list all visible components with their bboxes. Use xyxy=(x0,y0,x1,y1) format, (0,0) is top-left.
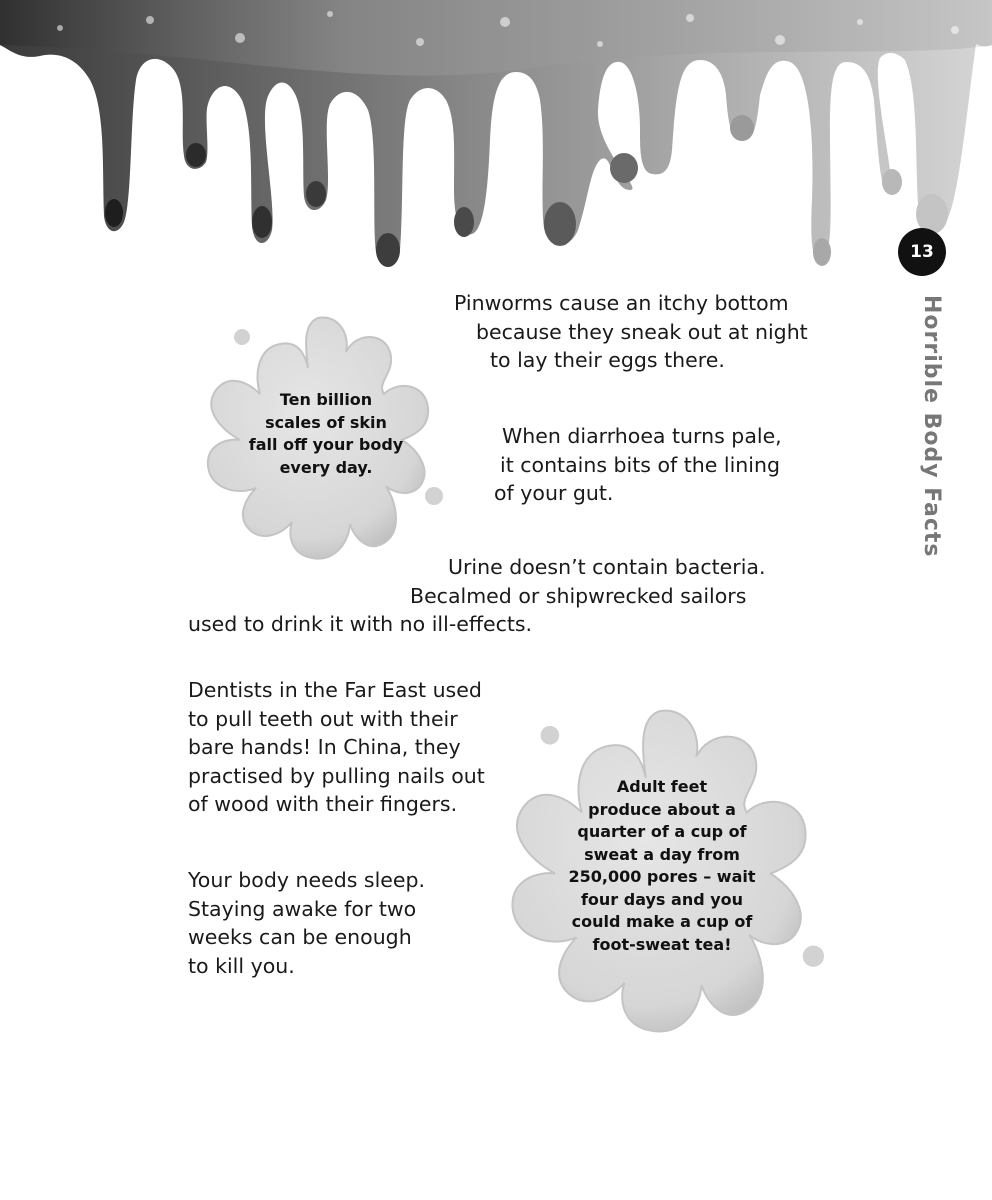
text-line: four days and you xyxy=(580,889,744,909)
fact-pinworms xyxy=(454,289,808,375)
text-line: of wood with their fingers. xyxy=(188,792,458,817)
text-line: of your gut. xyxy=(494,481,614,506)
fact-dentists xyxy=(188,676,485,819)
text-line: quarter of a cup of xyxy=(577,822,747,841)
text-line: produce about a xyxy=(588,799,736,819)
section-title: Horrible Body Facts xyxy=(919,295,944,558)
text-line: Adult feet xyxy=(616,777,708,796)
text-line: to pull teeth out with their xyxy=(188,706,458,731)
page-number-badge xyxy=(898,228,946,276)
text-line: to kill you. xyxy=(188,953,295,978)
text-line: Ten billion xyxy=(279,390,373,409)
text-line: could make a cup of xyxy=(571,912,753,931)
text-line: Urine doesn’t contain bacteria. xyxy=(448,555,766,579)
text-line: every day. xyxy=(279,457,373,477)
text-line: because they sneak out at night xyxy=(476,319,808,344)
text-line: 250,000 pores – wait xyxy=(568,867,756,886)
text-line: to lay their eggs there. xyxy=(490,348,725,373)
text-line: it contains bits of the lining xyxy=(500,452,781,477)
text-line: weeks can be enough xyxy=(188,925,412,950)
text-line: Staying awake for two xyxy=(188,896,417,921)
text-line: sweat a day from xyxy=(584,844,740,864)
text-line: Dentists in the Far East used xyxy=(188,678,482,702)
text-line: foot-sweat tea! xyxy=(592,934,732,954)
fact-sleep xyxy=(188,866,425,980)
text-line: Becalmed or shipwrecked sailors xyxy=(410,583,747,608)
fact-diarrhoea xyxy=(494,422,782,508)
splat-skin-text xyxy=(236,389,416,479)
text-line: fall off your body xyxy=(248,435,404,454)
text-line: bare hands! In China, they xyxy=(188,735,461,760)
page-number: 13 xyxy=(910,242,934,262)
text-line: Pinworms cause an itchy bottom xyxy=(454,291,789,315)
text-line: used to drink it with no ill-effects. xyxy=(188,612,533,637)
text-line: Your body needs sleep. xyxy=(188,868,426,892)
splat-feet-text xyxy=(556,776,768,956)
text-line: When diarrhoea turns pale, xyxy=(502,424,782,448)
text-line: scales of skin xyxy=(265,412,387,432)
text-line: practised by pulling nails out xyxy=(188,763,485,788)
dripping-slime-header xyxy=(0,0,992,290)
fact-urine xyxy=(188,553,765,639)
